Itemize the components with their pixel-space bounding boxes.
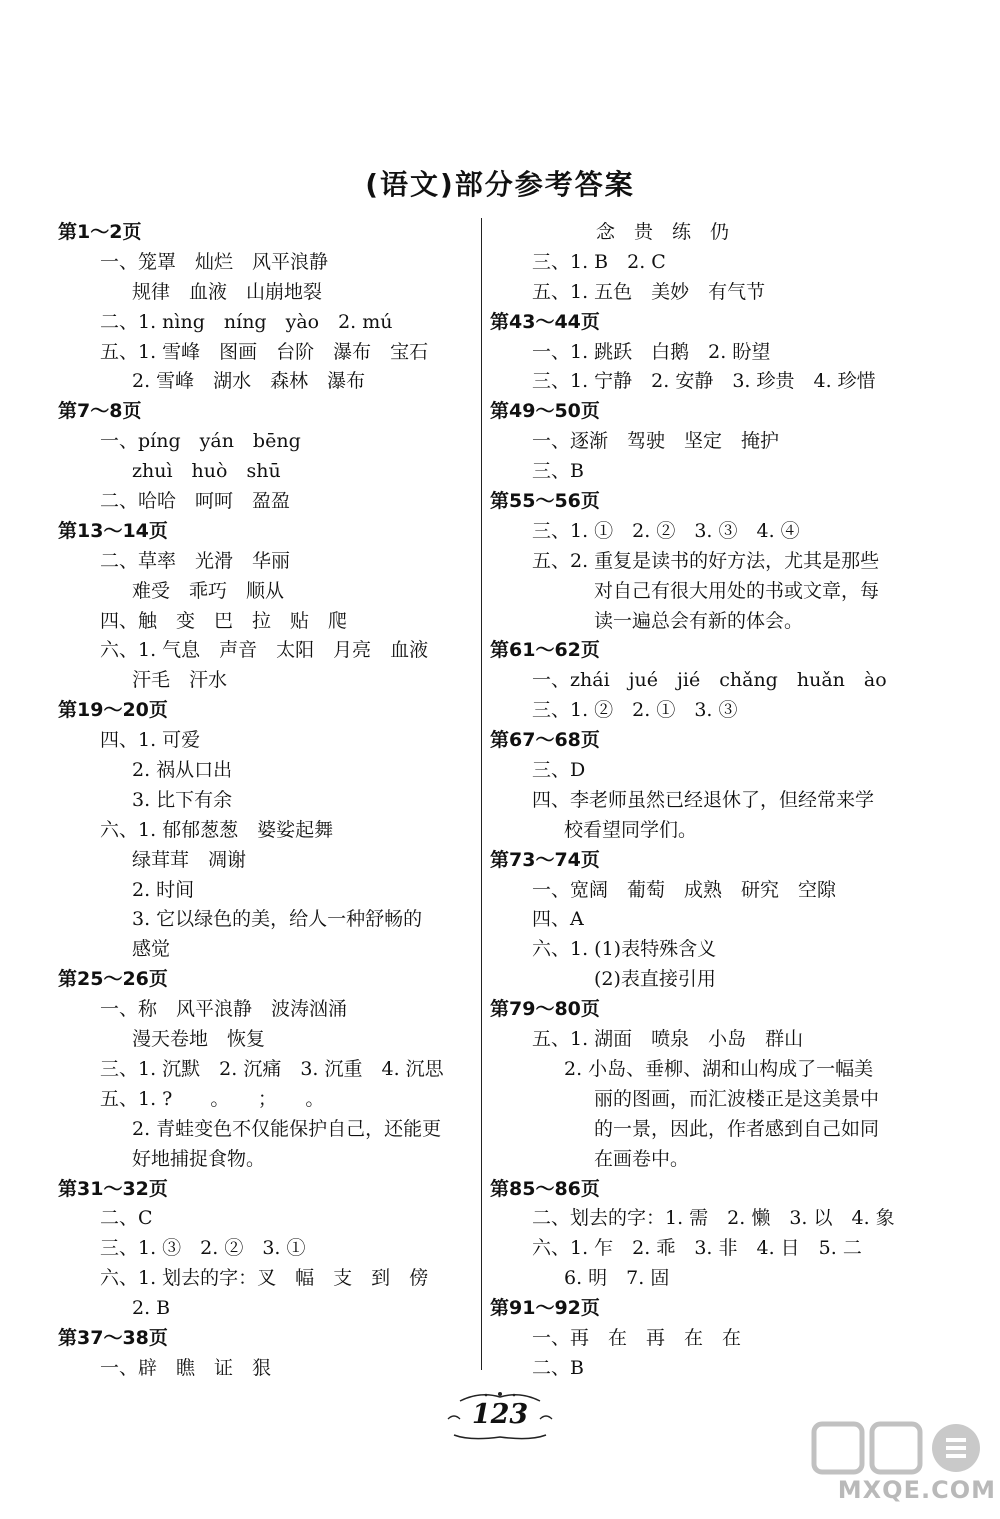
answer-line: 绿茸茸 凋谢: [132, 848, 247, 871]
answer-line: 一、píng yán bēng: [100, 430, 301, 453]
answer-line: 2. 小岛、垂柳、湖和山构成了一幅美: [564, 1057, 874, 1080]
answer-line: 四、1. 可爱: [100, 729, 201, 752]
page-range-heading: 第49～50页: [490, 400, 600, 423]
answer-line: 三、1. 沉默 2. 沉痛 3. 沉重 4. 沉思: [100, 1057, 444, 1080]
answer-line: 2. B: [132, 1297, 171, 1320]
answer-line: 六、1. 气息 声音 太阳 月亮 血液: [100, 639, 429, 662]
answer-line: 五、2. 重复是读书的好方法，尤其是那些: [532, 549, 880, 572]
answer-line: 对自己有很大用处的书或文章，每: [594, 579, 880, 602]
answer-line: 二、B: [532, 1356, 584, 1379]
answer-line: 六、1. 乍 2. 乖 3. 非 4. 日 5. 二: [532, 1237, 862, 1260]
answer-line: 2. 时间: [132, 878, 195, 901]
answer-line: 一、逐渐 驾驶 坚定 掩护: [532, 430, 780, 453]
answer-line: 漫天卷地 恢复: [132, 1028, 266, 1051]
answer-line: (2)表直接引用: [594, 968, 716, 991]
page-range-heading: 第1～2页: [58, 221, 142, 243]
answer-line: 在画卷中。: [594, 1147, 690, 1170]
watermark-text: MXQE.COM: [837, 1476, 996, 1504]
page-range-heading: 第37～38页: [58, 1326, 168, 1349]
page-title: (语文)部分参考答案: [365, 168, 635, 201]
answer-line: 一、zhái jué jié chǎng huǎn ào: [532, 669, 887, 692]
answer-line: 五、1. 湖面 喷泉 小岛 群山: [532, 1028, 804, 1051]
answer-line: 六、1. (1)表特殊含义: [532, 938, 717, 961]
answer-line: 规律 血液 山崩地裂: [132, 280, 323, 303]
answer-line: 三、1. ③ 2. ② 3. ①: [100, 1237, 306, 1260]
page-number-ornament: [440, 1385, 560, 1445]
answer-line: 五、1. 雪峰 图画 台阶 瀑布 宝石: [100, 340, 429, 363]
answer-line: 3. 比下有余: [132, 788, 233, 811]
answer-line: 一、笼罩 灿烂 风平浪静: [100, 250, 329, 273]
page-range-heading: 第19～20页: [58, 699, 168, 722]
answer-line: 四、A: [532, 908, 584, 931]
answer-line: 读一遍总会有新的体会。: [594, 609, 804, 632]
answer-line: 好地捕捉食物。: [132, 1147, 266, 1170]
page-range-heading: 第91～92页: [490, 1297, 600, 1320]
answer-line: 6. 明 7. 固: [564, 1267, 670, 1290]
answer-line: 五、1. ? 。 ； 。: [100, 1087, 325, 1110]
answer-line: 的一景，因此，作者感到自己如同: [594, 1117, 880, 1140]
answer-line: 六、1. 郁郁葱葱 婆娑起舞: [100, 818, 334, 841]
answer-line: 汗毛 汗水: [132, 669, 228, 692]
answer-line: 2. 雪峰 湖水 森林 瀑布: [132, 370, 366, 393]
page-range-heading: 第25～26页: [58, 968, 168, 991]
page-range-heading: 第73～74页: [490, 848, 600, 871]
answer-line: 一、辟 瞧 证 狠: [100, 1356, 272, 1379]
watermark-logo: [806, 1418, 996, 1516]
page-range-heading: 第31～32页: [58, 1177, 168, 1200]
answer-line: 三、B: [532, 460, 584, 483]
answer-line: 六、1. 划去的字：叉 幅 支 到 傍: [100, 1267, 429, 1290]
answer-line: 三、1. 宁静 2. 安静 3. 珍贵 4. 珍惜: [532, 370, 876, 393]
answer-line: 二、划去的字：1. 需 2. 懒 3. 以 4. 象: [532, 1207, 895, 1230]
page-range-heading: 第61～62页: [490, 639, 600, 662]
watermark-icon: [806, 1418, 996, 1480]
answer-line: 难受 乖巧 顺从: [132, 579, 285, 602]
answer-line: 三、1. ① 2. ② 3. ③ 4. ④: [532, 519, 800, 542]
answer-line: 一、宽阔 葡萄 成熟 研究 空隙: [532, 878, 837, 901]
answer-line: 三、1. ② 2. ① 3. ③: [532, 699, 738, 722]
answer-line: 二、1. nìng níng yào 2. mú: [100, 310, 393, 333]
page-range-heading: 第79～80页: [490, 998, 600, 1021]
answer-line: 二、C: [100, 1207, 153, 1230]
answer-line: 二、草率 光滑 华丽: [100, 549, 291, 572]
answer-line: 三、1. B 2. C: [532, 250, 666, 273]
answer-line: 一、称 风平浪静 波涛汹涌: [100, 998, 348, 1021]
answer-line: 3. 它以绿色的美，给人一种舒畅的: [132, 908, 423, 931]
page-range-heading: 第7～8页: [58, 400, 142, 423]
page-range-heading: 第85～86页: [490, 1177, 600, 1200]
page-number: 123: [471, 1399, 529, 1430]
answer-line: 丽的图画，而汇波楼正是这美景中: [594, 1087, 880, 1110]
answer-line: 2. 祸从口出: [132, 759, 233, 782]
answer-line: 2. 青蛙变色不仅能保护自己，还能更: [132, 1117, 442, 1140]
page-range-heading: 第43～44页: [490, 310, 600, 333]
answer-line: 二、哈哈 呵呵 盈盈: [100, 490, 291, 513]
answer-line: 三、D: [532, 759, 586, 782]
answer-line: zhuì huò shū: [132, 460, 281, 483]
column-divider: [481, 218, 482, 1370]
answer-column-left: [58, 218, 468, 1384]
page-range-heading: 第13～14页: [58, 519, 168, 542]
answer-line: 四、李老师虽然已经退休了，但经常来学: [532, 788, 875, 811]
page-range-heading: 第55～56页: [490, 490, 600, 513]
answer-line: 四、触 变 巴 拉 贴 爬: [100, 609, 348, 632]
answer-line: 念 贵 练 仍: [596, 221, 730, 243]
answer-line: 校看望同学们。: [564, 818, 698, 841]
answer-column-right: [490, 218, 930, 1384]
page-range-heading: 第67～68页: [490, 729, 600, 752]
answer-line: 感觉: [132, 938, 171, 961]
answer-line: 五、1. 五色 美妙 有气节: [532, 280, 766, 303]
answer-line: 一、再 在 再 在 在: [532, 1326, 742, 1349]
answer-line: 一、1. 跳跃 白鹅 2. 盼望: [532, 340, 771, 363]
